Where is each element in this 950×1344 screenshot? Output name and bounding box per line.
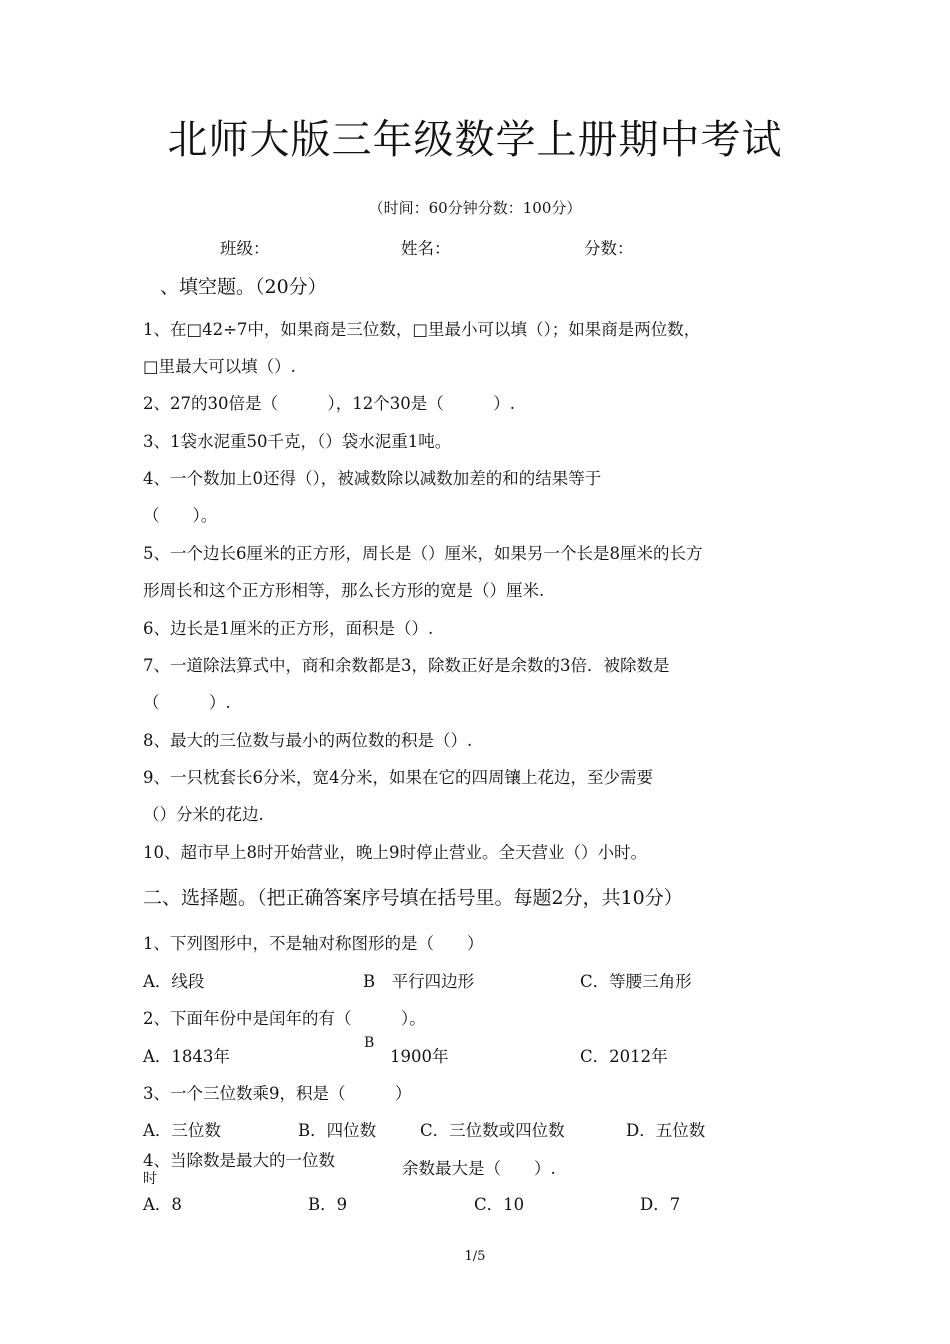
choice-option-letter: B bbox=[364, 1035, 375, 1051]
fill-line: 形周长和这个正方形相等，那么长方形的宽是（）厘米. bbox=[143, 581, 545, 600]
choice-question-wrap: 时 bbox=[143, 1171, 157, 1187]
fill-line: 5、一个边长6厘米的正方形，周长是（）厘米，如果另一个长是8厘米的长方 bbox=[143, 544, 703, 563]
fill-line: （）分米的花边. bbox=[143, 805, 264, 824]
choice-option: A．8 bbox=[143, 1195, 182, 1214]
section1-heading: 、填空题。（20分） bbox=[160, 276, 327, 298]
section2-heading: 二、选择题。（把正确答案序号填在括号里。每题2分，共10分） bbox=[143, 887, 683, 909]
fill-line: 2、27的30倍是（ ），12个30是（ ）. bbox=[143, 394, 515, 413]
choice-option: C．等腰三角形 bbox=[580, 972, 692, 991]
fill-line: 9、一只枕套长6分米，宽4分米，如果在它的四周镶上花边，至少需要 bbox=[143, 768, 653, 787]
choice-question: 4、当除数是最大的一位数 bbox=[143, 1151, 335, 1170]
fill-line: 8、最大的三位数与最小的两位数的积是（）. bbox=[143, 731, 473, 750]
fill-line: 3、1袋水泥重50千克，（）袋水泥重1吨。 bbox=[143, 432, 452, 451]
fill-line: 4、一个数加上0还得（），被减数除以减数加差的和的结果等于 bbox=[143, 469, 602, 488]
choice-option: A．线段 bbox=[143, 972, 205, 991]
fill-line: 10、超市早上8时开始营业，晚上9时停止营业。全天营业（）小时。 bbox=[143, 843, 647, 862]
score-label: 分数： bbox=[584, 239, 634, 258]
choice-option: C．三位数或四位数 bbox=[420, 1121, 565, 1140]
fill-line: 6、边长是1厘米的正方形，面积是（）. bbox=[143, 619, 434, 638]
fill-line: （ ）。 bbox=[143, 506, 218, 525]
page-title: 北师大版三年级数学上册期中考试 bbox=[167, 117, 783, 163]
class-label: 班级： bbox=[220, 239, 270, 258]
choice-question: 3、一个三位数乘9，积是（ ） bbox=[143, 1084, 412, 1103]
choice-option: B．四位数 bbox=[298, 1121, 377, 1140]
choice-question-tail: 余数最大是（ ）. bbox=[402, 1159, 556, 1178]
fill-line: 1、在□42÷7中，如果商是三位数，□里最小可以填（）；如果商是两位数， bbox=[143, 320, 701, 339]
choice-option: A．三位数 bbox=[143, 1121, 221, 1140]
choice-option: C．10 bbox=[474, 1195, 525, 1214]
choice-option: A．1843年 bbox=[143, 1047, 230, 1066]
choice-option: D．7 bbox=[640, 1195, 681, 1214]
choice-option: B．9 bbox=[308, 1195, 348, 1214]
page-number: 1/5 bbox=[464, 1249, 486, 1264]
name-label: 姓名： bbox=[401, 239, 451, 258]
choice-question: 1、下列图形中，不是轴对称图形的是（ ） bbox=[143, 934, 484, 953]
choice-question: 2、下面年份中是闰年的有（ ）。 bbox=[143, 1009, 426, 1028]
fill-line: □里最大可以填（）. bbox=[143, 357, 296, 376]
fill-line: 7、一道除法算式中，商和余数都是3，除数正好是余数的3倍．被除数是 bbox=[143, 656, 670, 675]
fill-line: （ ）. bbox=[143, 693, 231, 712]
choice-option: D．五位数 bbox=[626, 1121, 706, 1140]
choice-option: C．2012年 bbox=[580, 1047, 668, 1066]
choice-option: B 平行四边形 bbox=[363, 972, 475, 991]
choice-option: 1900年 bbox=[390, 1047, 449, 1066]
exam-subtitle: （时间：60分钟分数：100分） bbox=[368, 199, 582, 217]
